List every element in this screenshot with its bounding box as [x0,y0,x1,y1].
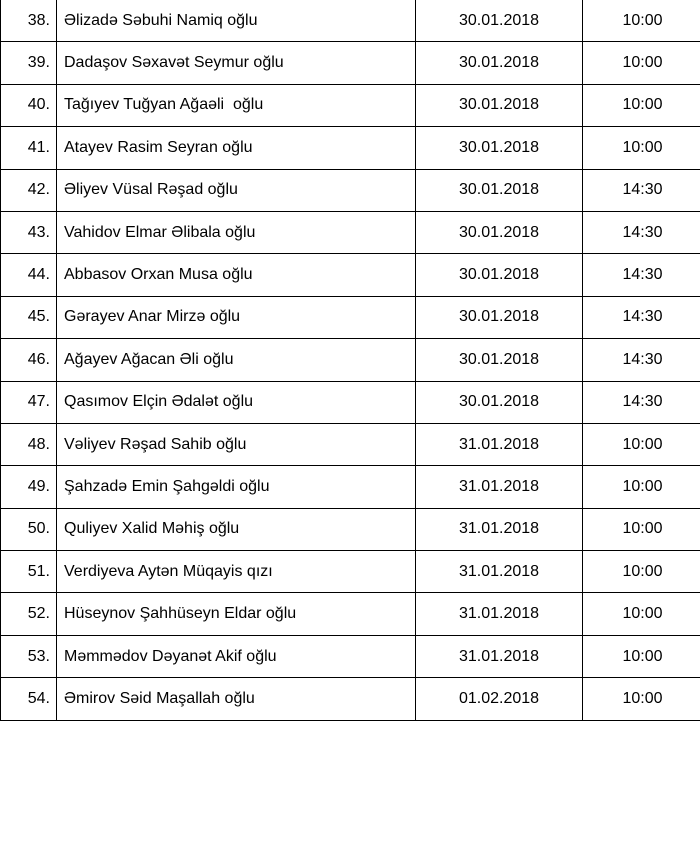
appointment-time: 10:00 [583,508,700,550]
appointment-time: 14:30 [583,381,700,423]
appointment-date: 30.01.2018 [416,169,583,211]
row-number: 49. [1,466,57,508]
table-row [1,296,700,338]
appointment-date: 31.01.2018 [416,508,583,550]
appointment-date: 30.01.2018 [416,254,583,296]
appointment-date: 31.01.2018 [416,466,583,508]
appointment-time: 10:00 [583,466,700,508]
person-name: Şahzadə Emin Şahgəldi oğlu [57,466,416,508]
appointment-date: 30.01.2018 [416,381,583,423]
person-name: Qasımov Elçin Ədalət oğlu [57,381,416,423]
row-number: 54. [1,678,57,720]
row-number: 48. [1,423,57,465]
row-number: 47. [1,381,57,423]
table-row [1,551,700,593]
row-number: 38. [1,0,57,42]
person-name: Dadaşov Səxavət Seymur oğlu [57,42,416,84]
appointment-time: 10:00 [583,635,700,677]
appointment-date: 30.01.2018 [416,42,583,84]
person-name: Tağıyev Tuğyan Ağaəli oğlu [57,84,416,126]
appointment-time: 10:00 [583,84,700,126]
table-row [1,42,700,84]
person-name: Vahidov Elmar Əlibala oğlu [57,211,416,253]
person-name: Əliyev Vüsal Rəşad oğlu [57,169,416,211]
table-row [1,169,700,211]
appointment-time: 10:00 [583,423,700,465]
table-row [1,635,700,677]
person-name: Atayev Rasim Seyran oğlu [57,127,416,169]
row-number: 52. [1,593,57,635]
row-number: 51. [1,551,57,593]
table-row [1,127,700,169]
row-number: 53. [1,635,57,677]
person-name: Quliyev Xalid Məhiş oğlu [57,508,416,550]
table-row [1,339,700,381]
person-name: Əlizadə Səbuhi Namiq oğlu [57,0,416,42]
appointment-date: 31.01.2018 [416,551,583,593]
row-number: 40. [1,84,57,126]
table-row [1,423,700,465]
appointment-date: 30.01.2018 [416,127,583,169]
table-row [1,211,700,253]
appointment-time: 10:00 [583,678,700,720]
row-number: 45. [1,296,57,338]
appointment-date: 31.01.2018 [416,423,583,465]
appointment-date: 31.01.2018 [416,593,583,635]
table-row [1,254,700,296]
table-row [1,593,700,635]
row-number: 43. [1,211,57,253]
appointment-time: 10:00 [583,551,700,593]
person-name: Abbasov Orxan Musa oğlu [57,254,416,296]
person-name: Məmmədov Dəyanət Akif oğlu [57,635,416,677]
table-row [1,0,700,42]
row-number: 39. [1,42,57,84]
person-name: Gərayev Anar Mirzə oğlu [57,296,416,338]
table-row [1,84,700,126]
table-row [1,381,700,423]
appointment-time: 14:30 [583,254,700,296]
appointment-date: 30.01.2018 [416,211,583,253]
appointment-date: 30.01.2018 [416,84,583,126]
row-number: 50. [1,508,57,550]
person-name: Verdiyeva Aytən Müqayis qızı [57,551,416,593]
person-name: Əmirov Səid Maşallah oğlu [57,678,416,720]
person-name: Hüseynov Şahhüseyn Eldar oğlu [57,593,416,635]
table-row [1,678,700,720]
row-number: 46. [1,339,57,381]
appointment-date: 30.01.2018 [416,0,583,42]
appointment-time: 14:30 [583,296,700,338]
appointment-date: 30.01.2018 [416,296,583,338]
appointment-time: 10:00 [583,42,700,84]
appointment-time: 14:30 [583,339,700,381]
appointment-date: 30.01.2018 [416,339,583,381]
appointment-time: 10:00 [583,127,700,169]
appointment-time: 14:30 [583,169,700,211]
person-name: Ağayev Ağacan Əli oğlu [57,339,416,381]
appointment-date: 01.02.2018 [416,678,583,720]
table-row [1,508,700,550]
row-number: 44. [1,254,57,296]
row-number: 42. [1,169,57,211]
schedule-table-body [1,0,700,720]
appointment-time: 10:00 [583,593,700,635]
appointment-time: 10:00 [583,0,700,42]
appointment-time: 14:30 [583,211,700,253]
table-row [1,466,700,508]
row-number: 41. [1,127,57,169]
person-name: Vəliyev Rəşad Sahib oğlu [57,423,416,465]
appointment-date: 31.01.2018 [416,635,583,677]
